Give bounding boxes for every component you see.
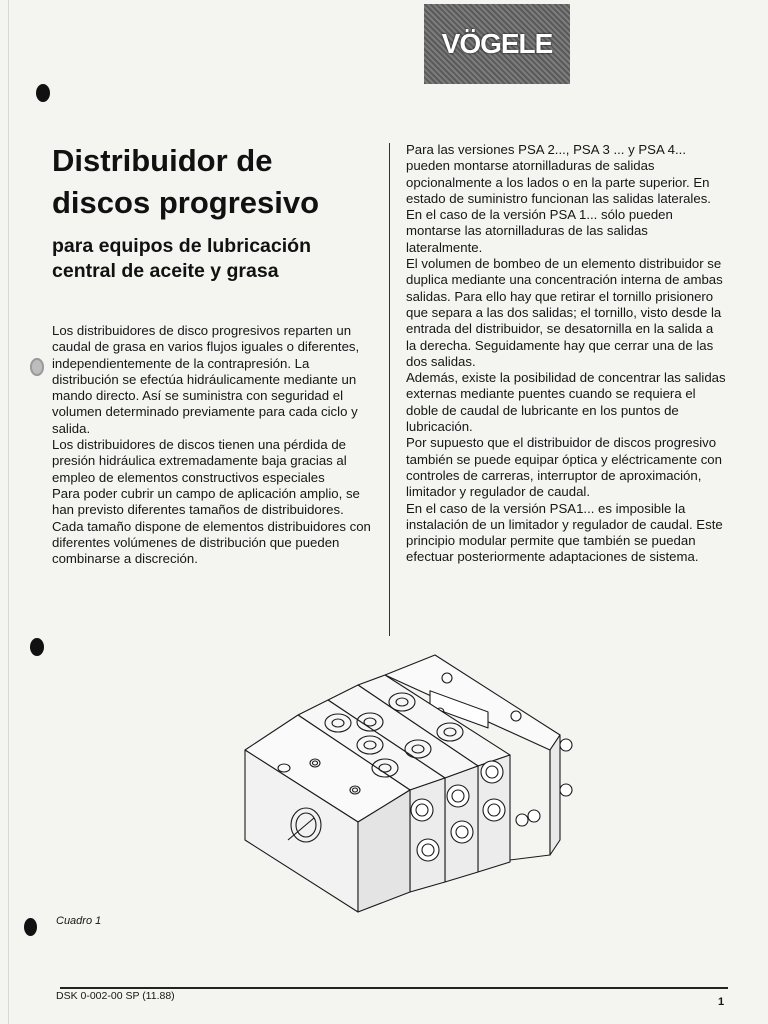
punch-hole [30,638,44,656]
footer-rule [60,987,728,989]
figure-caption: Cuadro 1 [56,915,102,927]
paragraph: Los distribuidores de discos tienen una pérdida de presión hidráulica extremadamente baja gracias al empleo de elementos constructivos especiales [52,437,347,485]
left-text-column [52,323,372,567]
right-text-column [406,142,726,566]
page-number: 1 [718,996,725,1008]
page-title: Distribuidor de discos progresivo [52,143,320,220]
page-subtitle: para equipos de lubricación central de aceite y grasa [52,235,311,282]
column-divider [389,143,390,636]
page-edge [8,0,9,1024]
paragraph: Para las versiones PSA 2..., PSA 3 ... y PSA 4... pueden montarse atornilladuras de salidas opcionalmente a los lados o en la parte superior. En estado de suministro funcionan las salidas laterales. [406,142,711,206]
paragraph: En el caso de la versión PSA 1... sólo pueden montarse las atornilladuras de las salidas lateralmente. [406,207,673,255]
paragraph: El volumen de bombeo de un elemento distribuidor se duplica mediante una concentración interna de ambas salidas. Para ello hay que retirar el tornillo prisionero que separa a las dos salidas; el tornillo, visto desde la entrada del distribuidor, se desatornilla en la salida a la derecha. Seguidamente hay que cerrar una de las dos salidas. [406,256,723,369]
distributor-illustration [230,650,590,920]
punch-hole [24,918,37,936]
paragraph: Los distribuidores de disco progresivos reparten un caudal de grasa en varios flujos iguales o diferentes, independientemente de la contrapresión. La distribución se efectúa hidráulicamente mediante un mando directo. Así se suministra con seguridad el volumen determinado previamente para cada ciclo y salida. [52,323,360,436]
paragraph: Para poder cubrir un campo de aplicación amplio, se han previsto diferentes tamaños de distribuidores. [52,485,360,518]
punch-hole [36,84,50,102]
paragraph: En el caso de la versión PSA1... es imposible la instalación de un limitador y regulador de caudal. Este principio modular permite que también se puedan efectuar posteriormente adaptaciones de sistema. [406,500,723,565]
brand-logo [424,4,570,84]
paragraph: Cada tamaño dispone de elementos distribuidores con diferentes volúmenes de distribución que pueden combinarse a discreción. [52,518,371,567]
paragraph: Además, existe la posibilidad de concentrar las salidas externas mediante puentes cuando se requiera el doble de caudal de lubricante en los puntos de lubricación. [406,370,726,435]
brand-logo-text: VÖGELE [441,28,553,59]
document-code: DSK 0-002-00 SP (11.88) [56,990,175,1002]
paragraph: Por supuesto que el distribuidor de discos progresivo también se puede equipar óptica y eléctricamente con controles de carreras, interruptor de aproximación, limitador y regulador de caudal. [406,435,722,500]
punch-hole [30,358,44,376]
